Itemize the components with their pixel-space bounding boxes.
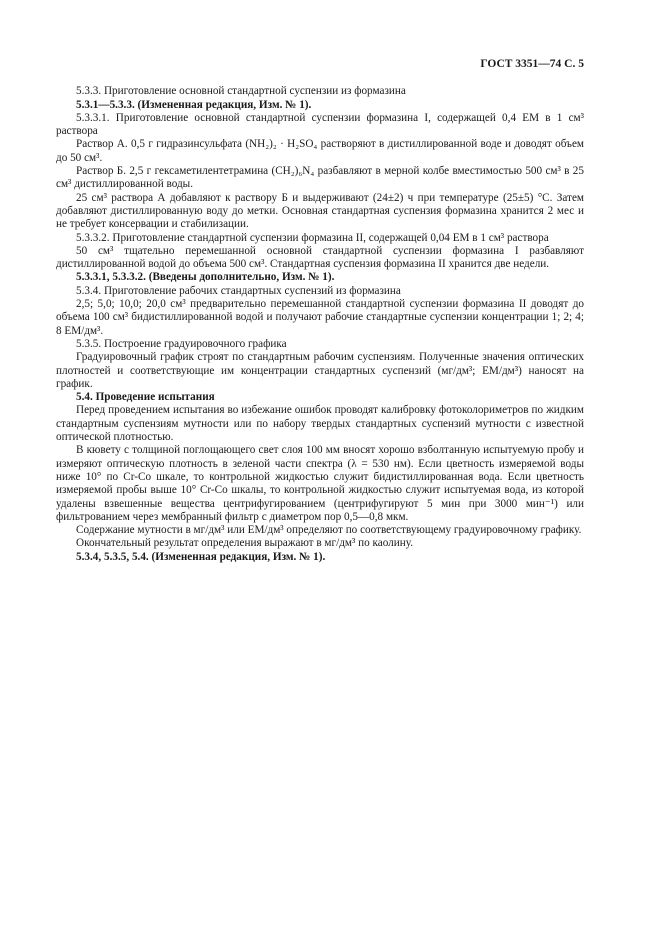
- section-5-3-4-heading: 5.3.4. Приготовление рабочих стандартных суспензий из формазина: [76, 284, 401, 297]
- section-5-4-heading: 5.4. Проведение испытания: [76, 391, 215, 404]
- calibration-paragraph: Перед проведением испытания во избежание ошибок проводят калибровку фотоколориметров по жидким стандартным суспензиям мутности или по набору твердых стандартных суспензий мутности с известной оптической плотностью.: [56, 404, 584, 444]
- turbidity-content-paragraph: Содержание мутности в мг/дм³ или ЕМ/дм³ определяют по соответствующему градуировочному графику.: [76, 524, 582, 537]
- amendment-note-1: 5.3.1—5.3.3. (Измененная редакция, Изм. № 1).: [76, 98, 312, 111]
- amendment-note-2: 5.3.3.1, 5.3.3.2. (Введены дополнительно, Изм. № 1).: [76, 271, 335, 284]
- section-5-3-3-1-heading: 5.3.3.1. Приготовление основной стандартной суспензии формазина I, содержащей 0,4 ЕМ в 1 см³ раствора: [56, 111, 584, 138]
- section-5-3-3-2-heading: 5.3.3.2. Приготовление стандартной суспензии формазина II, содержащей 0,04 ЕМ в 1 см³ раствора: [76, 231, 549, 244]
- solution-a-paragraph: Раствор А. 0,5 г гидразинсульфата (NH₂)₂ · H₂SO₄ растворяют в дистиллированной воде и доводят объем до 50 см³.: [56, 138, 584, 164]
- dilution-paragraph: 50 см³ тщательно перемешанной основной стандартной суспензии формазина I разбавляют дистиллированной водой до объема 500 см³. Стандартная суспензия формазина II хранится две недели.: [56, 244, 584, 271]
- section-5-3-5-heading: 5.3.5. Построение градуировочного графика: [76, 337, 287, 350]
- final-result-paragraph: Окончательный результат определения выражают в мг/дм³ по каолину.: [76, 537, 414, 550]
- amendment-note-3: 5.3.4, 5.3.5, 5.4. (Измененная редакция, Изм. № 1).: [76, 550, 326, 563]
- working-suspensions-paragraph: 2,5; 5,0; 10,0; 20,0 см³ предварительно перемешанной стандартной суспензии формазина II доводят до объема 100 см³ бидистиллированной водой и получают рабочие стандартные суспензии концентрации 1; 2; 4; 8 ЕМ/дм³.: [56, 298, 584, 337]
- solution-b-paragraph: Раствор Б. 2,5 г гексаметилентетрамина (CH₂)₆N₄ разбавляют в мерной колбе вместимостью 500 см³ в 25 см³ дистиллированной воды.: [56, 165, 584, 191]
- page-header: ГОСТ 3351—74 С. 5: [480, 58, 584, 70]
- calibration-graph-paragraph: Градуировочный график строят по стандартным рабочим суспензиям. Полученные значения оптических плотностей и соответствующие им концентрации стандартных суспензий (мг/дм³; ЕМ/дм³) наносят на график.: [56, 351, 584, 390]
- section-5-3-3-heading: 5.3.3. Приготовление основной стандартной суспензии из формазина: [76, 85, 406, 98]
- document-page: [56, 58, 584, 564]
- cuvette-paragraph: В кювету с толщиной поглощающего свет слоя 100 мм вносят хорошо взболтанную испытуемую пробу и измеряют оптическую плотность в зеленой части спектра (λ = 530 нм). Если цветность измеряемой воды ниже 10° по Cr-Co шкале, то контрольной жидкостью служит бидистиллированная вода. Если цветность измеряемой пробы выше 10° Cr-Co шкалы, то контрольной жидкостью служит испытуемая вода, из которой удалены взвешенные вещества центрифугированием (центрифугируют 5 мин при 3000 мин⁻¹) или фильтрованием через мембранный фильтр с диаметром пор 0,5—0,8 мкм.: [56, 444, 584, 523]
- mixing-paragraph: 25 см³ раствора А добавляют к раствору Б и выдерживают (24±2) ч при температуре (25±5) °С. Затем добавляют дистиллированную воду до метки. Основная стандартная суспензия формазина хранится 2 мес и не требует консервации и стабилизации.: [56, 191, 584, 231]
